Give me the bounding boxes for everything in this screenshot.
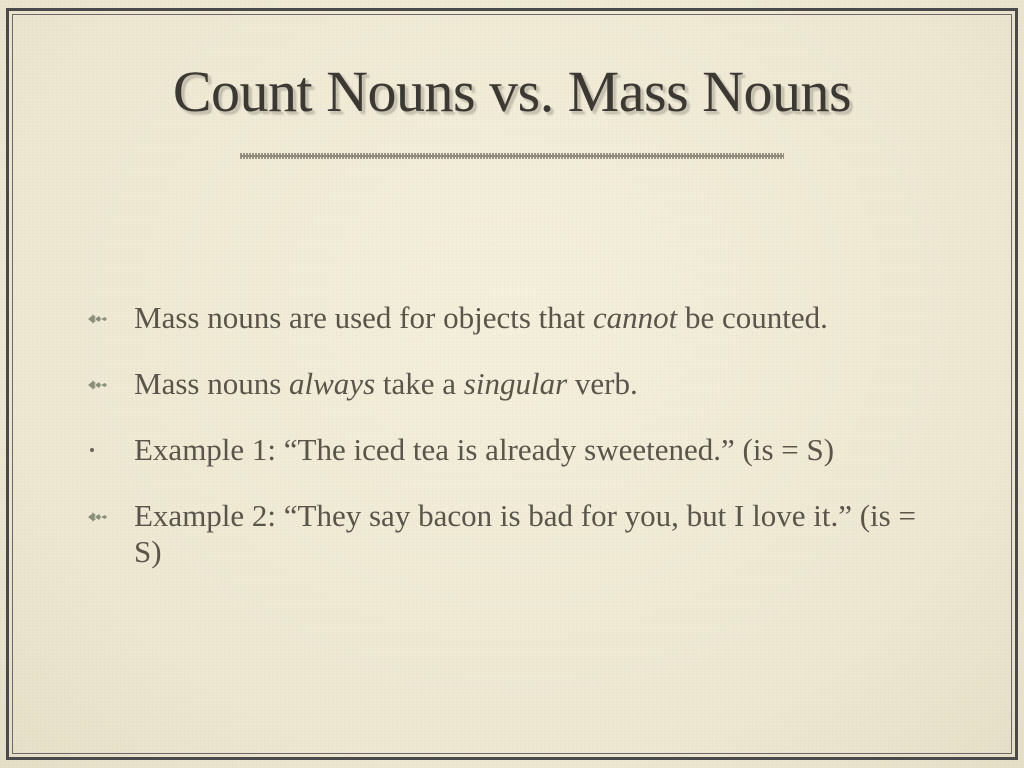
bullet-text-run: verb. bbox=[567, 366, 638, 401]
bullet-item bbox=[86, 498, 946, 570]
bullet-text bbox=[134, 366, 638, 401]
bullet-text bbox=[134, 432, 834, 467]
fleuron-bullet-icon bbox=[86, 312, 108, 326]
bullet-text bbox=[134, 300, 828, 335]
bullet-text-run: be counted. bbox=[677, 300, 828, 335]
bullet-emphasis: always bbox=[289, 366, 376, 401]
dot-bullet-icon bbox=[90, 448, 94, 452]
bullet-list bbox=[86, 300, 946, 600]
bullet-emphasis: singular bbox=[463, 366, 568, 401]
slide-title: Count Nouns vs. Mass Nouns bbox=[172, 59, 852, 124]
bullet-text-run: Example 2: “They say bacon is bad for you, but I love it.” (is = S) bbox=[134, 498, 916, 569]
fleuron-bullet-icon bbox=[86, 510, 108, 524]
bullet-text-run: Example 1: “The iced tea is already sweetened.” (is = S) bbox=[134, 432, 835, 467]
bullet-item bbox=[86, 366, 946, 402]
title-underline-rule bbox=[240, 153, 784, 159]
fleuron-bullet-icon bbox=[86, 378, 108, 392]
bullet-item bbox=[86, 432, 946, 468]
bullet-text bbox=[134, 498, 916, 569]
bullet-item bbox=[86, 300, 946, 336]
bullet-text-run: Mass nouns bbox=[134, 366, 290, 401]
bullet-text-run: take a bbox=[375, 366, 464, 401]
bullet-emphasis: cannot bbox=[592, 300, 678, 335]
bullet-text-run: Mass nouns are used for objects that bbox=[134, 300, 593, 335]
